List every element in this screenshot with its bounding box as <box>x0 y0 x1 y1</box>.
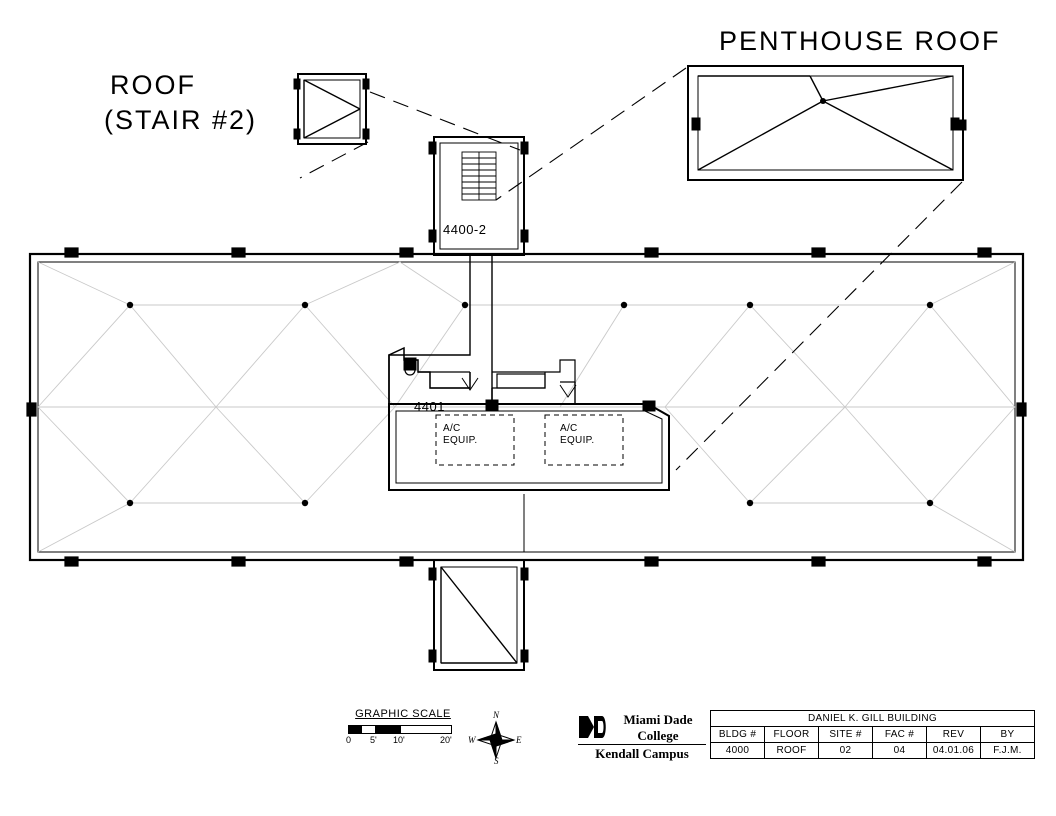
compass-north-label: N <box>493 710 500 720</box>
institution-logo <box>578 710 706 760</box>
building-name-cell: DANIEL K. GILL BUILDING <box>711 711 1035 727</box>
md-logo-icon <box>578 714 608 740</box>
detail-title-penthouse-roof: PENTHOUSE ROOF <box>719 26 1001 56</box>
ac-equipment-label-left-line1: A/C <box>443 423 461 434</box>
value-floor: ROOF <box>765 743 819 759</box>
scale-tick-0: 0 <box>346 735 352 745</box>
graphic-scale-title: GRAPHIC SCALE <box>355 708 451 720</box>
header-rev: REV <box>927 727 981 743</box>
compass-south-label: S <box>494 756 499 766</box>
scale-tick-2: 10' <box>393 735 405 745</box>
value-rev: 04.01.06 <box>927 743 981 759</box>
value-by: F.J.M. <box>981 743 1035 759</box>
logo-line-2: College <box>637 728 679 743</box>
graphic-scale-bar <box>348 725 452 734</box>
detail-title-roof-stair-line1: ROOF <box>110 70 196 100</box>
scale-tick-1: 5' <box>370 735 377 745</box>
header-site-number: SITE # <box>819 727 873 743</box>
header-floor: FLOOR <box>765 727 819 743</box>
detail-title-roof-stair-line2: (STAIR #2) <box>104 105 258 135</box>
room-tag-4400-2: 4400-2 <box>443 222 487 237</box>
compass-east-label: E <box>516 735 522 745</box>
logo-divider <box>578 744 706 745</box>
header-by: BY <box>981 727 1035 743</box>
ac-equipment-label-right-line1: A/C <box>560 423 578 434</box>
graphic-scale-ticks <box>348 734 452 746</box>
ac-equipment-label-right-line2: EQUIP. <box>560 435 595 446</box>
title-block-table <box>710 710 1035 759</box>
value-bldg-number: 4000 <box>711 743 765 759</box>
logo-line-1: Miami Dade <box>623 712 693 727</box>
graphic-scale <box>348 708 458 746</box>
scale-tick-3: 20' <box>440 735 452 745</box>
header-fac-number: FAC # <box>873 727 927 743</box>
title-block-building-row <box>711 711 1035 727</box>
value-fac-number: 04 <box>873 743 927 759</box>
header-bldg-number: BLDG # <box>711 727 765 743</box>
north-arrow <box>466 710 526 766</box>
ac-equipment-label-left-line2: EQUIP. <box>443 435 478 446</box>
logo-line-3: Kendall Campus <box>595 746 689 761</box>
title-block-value-row <box>711 743 1035 759</box>
compass-west-label: W <box>468 735 476 745</box>
logo-text <box>612 712 704 744</box>
room-tag-4401: 4401 <box>414 399 445 414</box>
title-block-header-row <box>711 727 1035 743</box>
value-site-number: 02 <box>819 743 873 759</box>
